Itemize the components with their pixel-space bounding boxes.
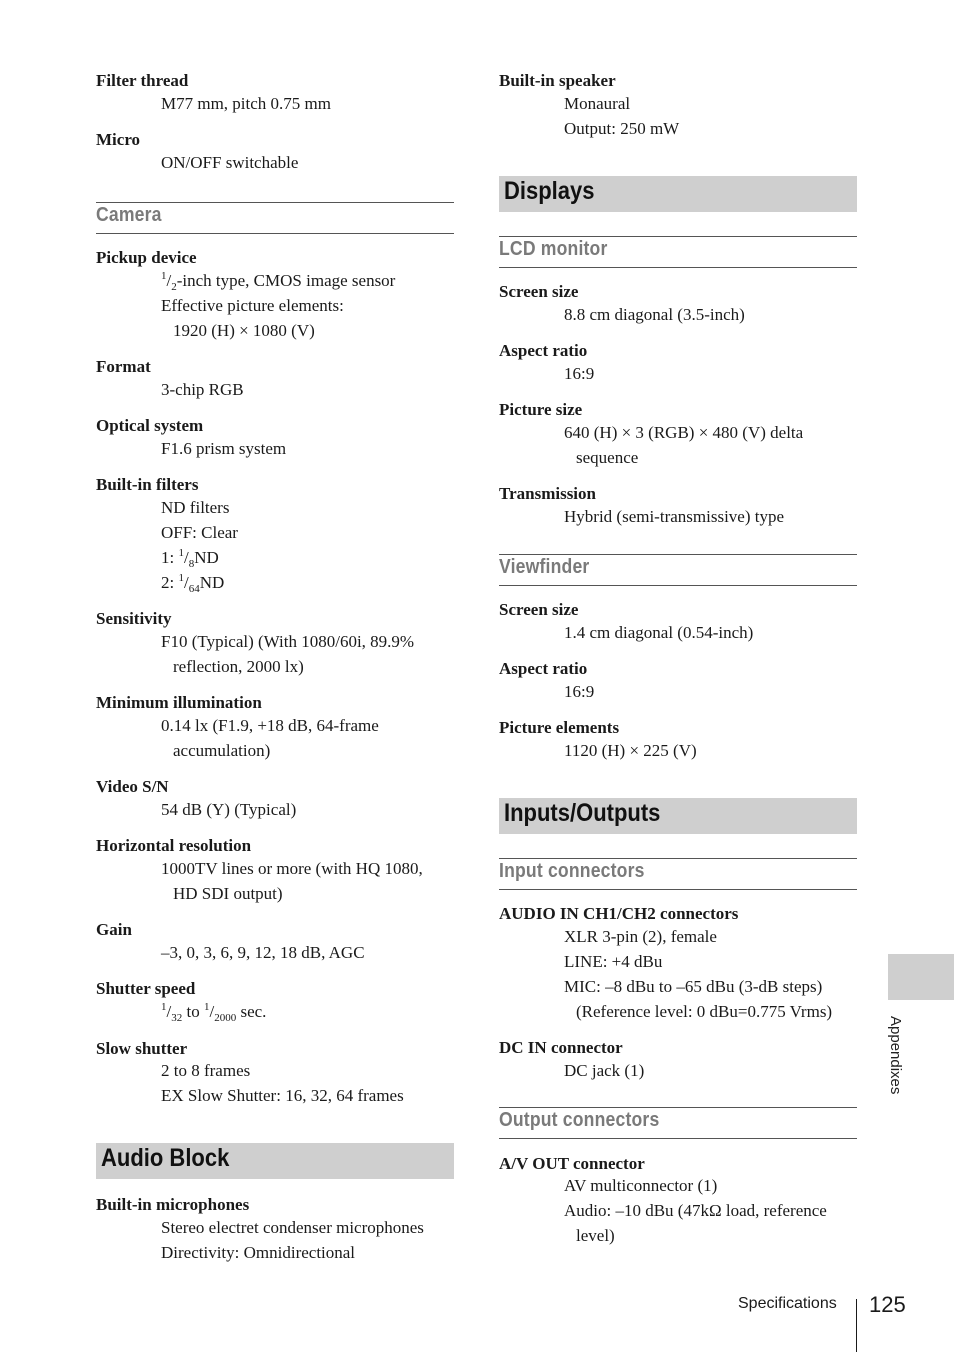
vf-picture-elements-value: 1120 (H) × 225 (V) — [564, 741, 697, 760]
min-illumination-line2: accumulation) — [173, 741, 271, 760]
optical-system-value: F1.6 prism system — [161, 439, 287, 458]
builtin-microphones-line1: Stereo electret condenser microphones — [161, 1218, 424, 1237]
dc-in-label: DC IN connector — [499, 1038, 623, 1057]
vf-screen-size-value: 1.4 cm diagonal (0.54-inch) — [564, 623, 754, 642]
format-value: 3-chip RGB — [161, 380, 244, 399]
audio-in-line1: XLR 3-pin (2), female — [564, 927, 717, 946]
audio-in-line3: MIC: –8 dBu to –65 dBu (3-dB steps) — [564, 977, 823, 996]
vf-aspect-ratio-label: Aspect ratio — [499, 659, 588, 678]
page-number: 125 — [869, 1292, 906, 1317]
builtin-filters-line2: OFF: Clear — [161, 523, 238, 542]
inputs-outputs-heading: Inputs/Outputs — [499, 798, 857, 834]
filter-thread-label: Filter thread — [96, 71, 189, 90]
sensitivity-line1: F10 (Typical) (With 1080/60i, 89.9% — [161, 632, 415, 651]
input-connectors-heading: Input connectors — [499, 858, 857, 890]
lcd-aspect-ratio-label: Aspect ratio — [499, 341, 588, 360]
audio-in-line4: (Reference level: 0 dBu=0.775 Vrms) — [576, 1002, 833, 1021]
slow-shutter-label: Slow shutter — [96, 1039, 188, 1058]
slow-shutter-line1: 2 to 8 frames — [161, 1061, 251, 1080]
micro-value: ON/OFF switchable — [161, 153, 299, 172]
camera-heading: Camera — [96, 202, 454, 234]
footer-section-label: Specifications — [738, 1295, 837, 1312]
av-out-line1: AV multiconnector (1) — [564, 1176, 718, 1195]
horizontal-resolution-line2: HD SDI output) — [173, 884, 283, 903]
av-out-label: A/V OUT connector — [499, 1154, 645, 1173]
av-out-line2: Audio: –10 dBu (47kΩ load, reference — [564, 1201, 827, 1220]
vf-screen-size-label: Screen size — [499, 600, 579, 619]
builtin-speaker-line1: Monaural — [564, 94, 631, 113]
micro-label: Micro — [96, 130, 141, 149]
builtin-microphones-label: Built-in microphones — [96, 1195, 250, 1214]
optical-system-label: Optical system — [96, 416, 204, 435]
lcd-picture-size-line1: 640 (H) × 3 (RGB) × 480 (V) delta — [564, 423, 804, 442]
lcd-picture-size-line2: sequence — [576, 448, 639, 467]
video-sn-label: Video S/N — [96, 777, 169, 796]
audio-in-line2: LINE: +4 dBu — [564, 952, 663, 971]
filter-thread-value: M77 mm, pitch 0.75 mm — [161, 94, 331, 113]
appendixes-tab-label: Appendixes — [887, 1016, 904, 1095]
vf-picture-elements-label: Picture elements — [499, 718, 620, 737]
lcd-transmission-label: Transmission — [499, 484, 596, 503]
lcd-screen-size-value: 8.8 cm diagonal (3.5-inch) — [564, 305, 745, 324]
sensitivity-label: Sensitivity — [96, 609, 172, 628]
gain-value: –3, 0, 3, 6, 9, 12, 18 dB, AGC — [161, 943, 365, 962]
horizontal-resolution-label: Horizontal resolution — [96, 836, 252, 855]
shutter-speed-value: $^1/_{32}$ to $^1/_{2000}$ sec. — [161, 1001, 267, 1024]
builtin-filters-label: Built-in filters — [96, 475, 199, 494]
dc-in-value: DC jack (1) — [564, 1061, 645, 1080]
pickup-device-label: Pickup device — [96, 248, 197, 267]
builtin-speaker-line2: Output: 250 mW — [564, 119, 680, 138]
lcd-picture-size-label: Picture size — [499, 400, 583, 419]
format-label: Format — [96, 357, 151, 376]
audio-in-label: AUDIO IN CH1/CH2 connectors — [499, 904, 739, 923]
output-connectors-heading: Output connectors — [499, 1107, 857, 1139]
lcd-monitor-heading: LCD monitor — [499, 236, 857, 268]
horizontal-resolution-line1: 1000TV lines or more (with HQ 1080, — [161, 859, 423, 878]
appendixes-tab — [888, 954, 954, 1000]
builtin-filters-line3: 1: $^1/_8ND$ — [161, 547, 219, 570]
sensitivity-line2: reflection, 2000 lx) — [173, 657, 304, 676]
shutter-speed-label: Shutter speed — [96, 979, 196, 998]
builtin-microphones-line2: Directivity: Omnidirectional — [161, 1243, 356, 1262]
pickup-device-value: $^1/_2$-inch type, CMOS image sensor — [161, 270, 396, 293]
pickup-device-line3: 1920 (H) × 1080 (V) — [173, 321, 315, 340]
lcd-screen-size-label: Screen size — [499, 282, 579, 301]
footer-divider — [856, 1299, 857, 1352]
pickup-device-line2: Effective picture elements: — [161, 296, 344, 315]
lcd-aspect-ratio-value: 16:9 — [564, 364, 595, 383]
vf-aspect-ratio-value: 16:9 — [564, 682, 595, 701]
viewfinder-heading: Viewfinder — [499, 554, 857, 586]
min-illumination-label: Minimum illumination — [96, 693, 262, 712]
builtin-filters-line4: 2: $^1/_{64}ND$ — [161, 572, 225, 595]
audio-block-heading: Audio Block — [96, 1143, 454, 1179]
av-out-line3: level) — [576, 1226, 615, 1245]
lcd-transmission-value: Hybrid (semi-transmissive) type — [564, 507, 785, 526]
builtin-speaker-label: Built-in speaker — [499, 71, 616, 90]
min-illumination-line1: 0.14 lx (F1.9, +18 dB, 64-frame — [161, 716, 379, 735]
slow-shutter-line2: EX Slow Shutter: 16, 32, 64 frames — [161, 1086, 404, 1105]
builtin-filters-line1: ND filters — [161, 498, 230, 517]
gain-label: Gain — [96, 920, 132, 939]
displays-heading: Displays — [499, 176, 857, 212]
video-sn-value: 54 dB (Y) (Typical) — [161, 800, 297, 819]
